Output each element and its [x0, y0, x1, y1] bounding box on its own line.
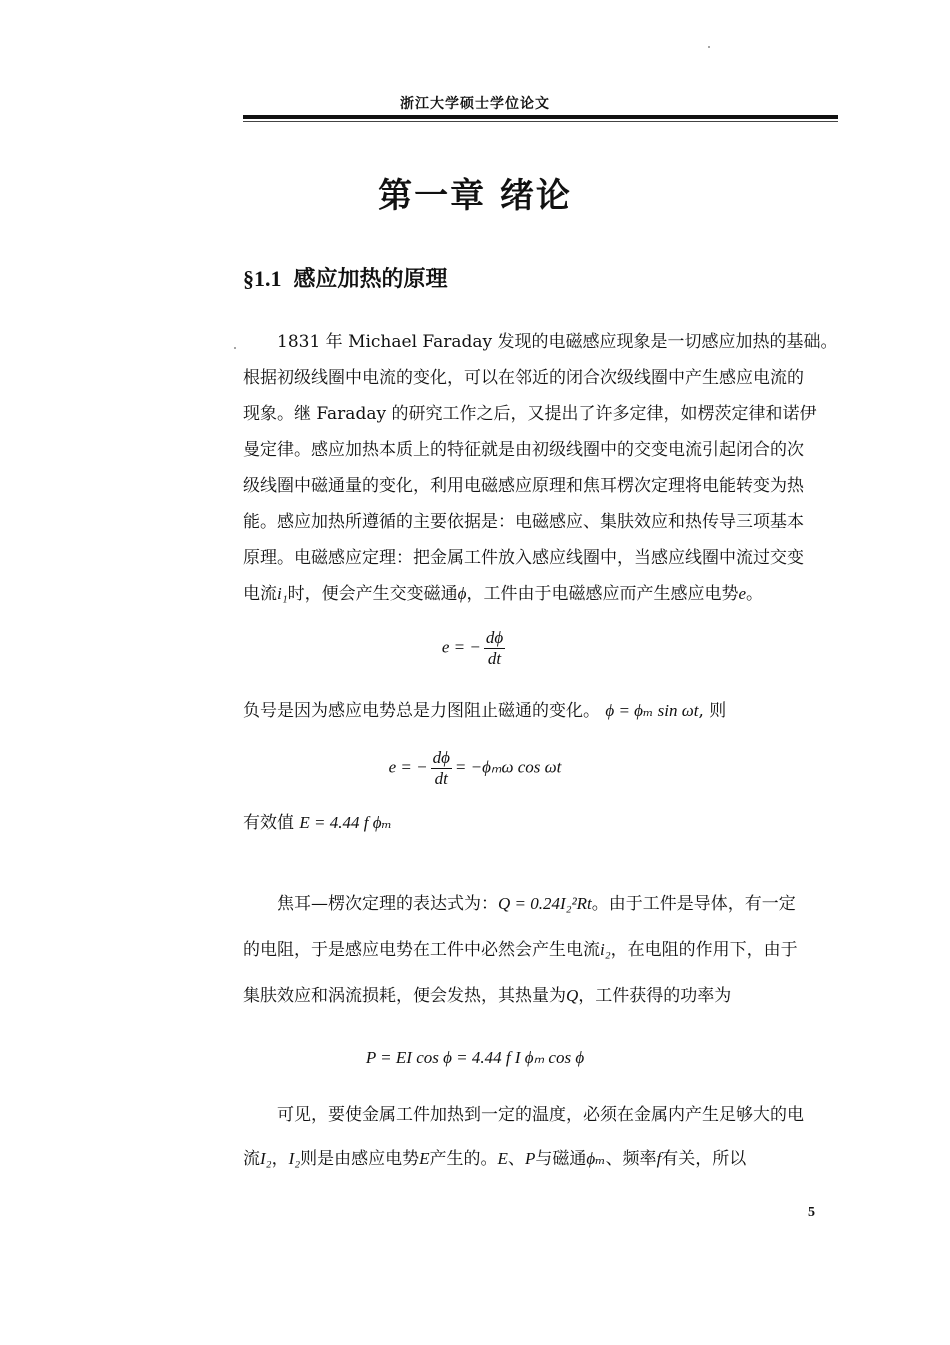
text-line — [243, 576, 838, 612]
paragraph-3 — [243, 881, 838, 1019]
formula-lhs: e = − — [388, 757, 428, 777]
text-line — [243, 881, 838, 927]
section-heading — [243, 262, 448, 293]
formula-emf — [0, 628, 950, 669]
text-fragment: ，在电阻的作用下，由于 — [610, 940, 798, 960]
header-rule-thick — [243, 115, 838, 119]
text-fragment: 有效值 — [243, 813, 294, 833]
math-expression: E = 4.44 f ϕₘ — [299, 813, 392, 832]
math-var: P — [524, 1149, 536, 1168]
text-line — [243, 805, 838, 841]
fraction-denominator: dt — [487, 649, 502, 668]
text-line: 原理。电磁感应定理：把金属工件放入感应线圈中，当感应线圈中流过交变 — [243, 548, 804, 568]
paragraph-4 — [243, 1093, 838, 1181]
formula-lhs: e = − — [441, 637, 481, 657]
formula-emf-expanded — [0, 748, 950, 789]
text-fragment: 有关，所以 — [661, 1149, 747, 1169]
text-fragment: 。由于工件是导体，有一定 — [591, 894, 796, 914]
text-fragment: 集肤效应和涡流损耗，便会发热，其热量为 — [243, 986, 566, 1006]
formula-rhs: = −ϕₘω cos ωt — [454, 757, 562, 777]
text-fragment: 产生的。 — [429, 1149, 498, 1169]
math-var: e — [738, 584, 746, 603]
text-fragment: 负号是因为感应电势总是力图阻止磁通的变化。 — [243, 701, 600, 721]
section-title: 感应加热的原理 — [293, 266, 448, 292]
fraction-numerator: dϕ — [432, 748, 450, 767]
text-fragment: 的电阻，于是感应电势在工件中必然会产生电流 — [243, 940, 600, 960]
text-line: 1831 年 Michael Faraday 发现的电磁感应现象是一切感应加热的基础。 — [277, 332, 838, 352]
text-line: 级线圈中磁通量的变化，利用电磁感应原理和焦耳楞次定理将电能转变为热 — [243, 476, 804, 496]
text-fragment: , 则 — [698, 701, 727, 721]
fraction — [484, 628, 505, 669]
text-line: 现象。继 Faraday 的研究工作之后，又提出了许多定律，如楞茨定律和诺伊 — [243, 404, 817, 424]
paragraph-1 — [243, 324, 838, 612]
math-expression: ϕ = ϕₘ sin ωt — [605, 701, 699, 720]
text-fragment: 焦耳—楞次定理的表达式为： — [277, 894, 498, 914]
text-line: 能。感应加热所遵循的主要依据是：电磁感应、集肤效应和热传导三项基本 — [243, 512, 804, 532]
text-fragment: 时，便会产生交变磁通 — [287, 584, 458, 604]
chapter-title: 第一章 绪论 — [378, 176, 572, 216]
text-line — [243, 927, 838, 973]
text-fragment: ，工件由于电磁感应而产生感应电势 — [466, 584, 739, 604]
page-number: 5 — [808, 1205, 815, 1220]
text-line — [243, 1137, 838, 1181]
math-var: f — [656, 1149, 662, 1168]
text-fragment: 、 — [507, 1149, 525, 1169]
text-fragment: 与磁通 — [535, 1149, 587, 1169]
header-rule-thin — [243, 121, 838, 122]
formula-power: P = EI cos ϕ = 4.44 f I ϕₘ cos ϕ — [365, 1048, 585, 1067]
math-expression: Q = 0.24I₂²Rt — [498, 894, 592, 913]
running-header: 浙江大学硕士学位论文 — [400, 96, 550, 112]
text-fragment: 流 — [243, 1149, 260, 1169]
text-fragment: ， — [271, 1149, 289, 1169]
scan-speck — [234, 347, 236, 349]
text-line — [243, 973, 838, 1019]
math-var: ϕ — [457, 584, 467, 603]
text-line — [243, 693, 838, 729]
text-fragment: 。 — [746, 584, 763, 604]
math-var: I₂ — [260, 1149, 272, 1168]
math-var: i₂ — [600, 940, 611, 959]
text-line: 根据初级线圈中电流的变化，可以在邻近的闭合次级线圈中产生感应电流的 — [243, 368, 804, 388]
math-var: E — [497, 1149, 508, 1168]
text-fragment: 电流 — [243, 584, 277, 604]
text-line: 曼定律。感应加热本质上的特征就是由初级线圈中的交变电流引起闭合的次 — [243, 440, 804, 460]
text-fragment: 、频率 — [605, 1149, 657, 1169]
effective-value — [243, 805, 838, 841]
math-var: I₂ — [288, 1149, 301, 1168]
math-var: Q — [566, 986, 579, 1005]
text-line: 可见，要使金属工件加热到一定的温度，必须在金属内产生足够大的电 — [277, 1105, 804, 1125]
fraction-numerator: dϕ — [485, 628, 504, 647]
scan-speck — [708, 46, 710, 48]
section-number: §1.1 — [243, 266, 282, 291]
fraction-denominator: dt — [434, 769, 448, 788]
math-var: i₁ — [277, 584, 288, 603]
text-fragment: ，工件获得的功率为 — [578, 986, 732, 1006]
math-var: ϕₘ — [586, 1149, 606, 1168]
text-fragment: 则是由感应电势 — [300, 1149, 420, 1169]
paragraph-2 — [243, 693, 838, 729]
math-var: E — [419, 1149, 430, 1168]
fraction — [431, 748, 452, 789]
